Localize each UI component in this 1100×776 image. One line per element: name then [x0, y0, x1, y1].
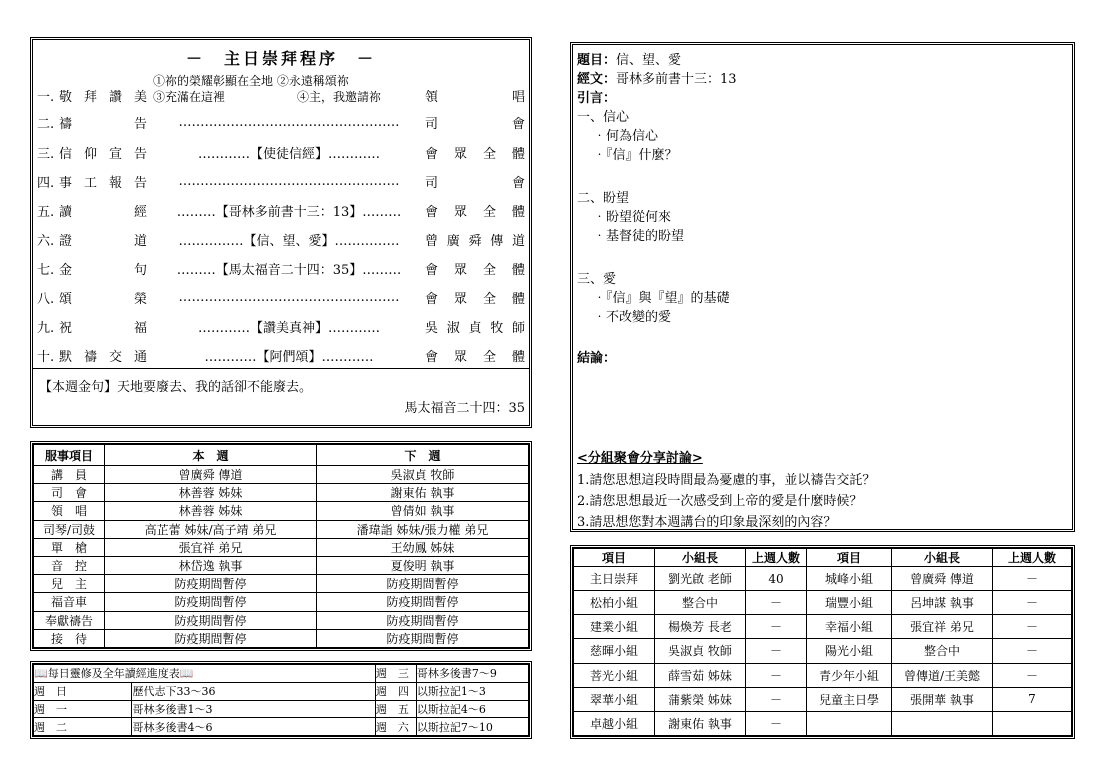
table-cell: 司琴/司鼓: [34, 520, 105, 538]
table-cell: 防疫期間暫停: [317, 611, 529, 629]
point-sub: ‧不改變的愛: [593, 310, 672, 325]
item-number: 六.: [37, 233, 55, 249]
table-cell: 林善蓉 姊妹: [105, 484, 317, 502]
item-name: 敬拜讚美: [59, 89, 147, 105]
item-person: 吳淑貞牧師: [425, 320, 525, 336]
table-cell: 張宜祥 弟兄: [892, 615, 993, 639]
table-cell: 王幼鳳 姊妹: [317, 538, 529, 556]
item-name: 金句: [59, 262, 147, 278]
sermon-scripture: 經文：哥林多前書十三：13: [577, 72, 737, 87]
table-cell: 吳淑貞 牧師: [317, 466, 529, 484]
table-cell: 兒童主日學: [807, 687, 892, 711]
table-cell: [892, 711, 993, 735]
table-cell: 陽光小組: [807, 639, 892, 663]
item-number: 九.: [37, 320, 55, 336]
table-row: [34, 700, 529, 718]
service-item: [37, 316, 525, 336]
table-cell: 呂坤謀 執事: [892, 591, 993, 615]
table-cell: 音 控: [34, 556, 105, 574]
item-person: 會眾全體: [425, 204, 525, 220]
table-row: [34, 718, 529, 736]
table-cell: 建業小組: [574, 615, 655, 639]
point-heading: 三、愛: [577, 272, 617, 287]
col-header: 小組長: [655, 549, 746, 567]
table-cell: 曾倩如 執事: [317, 502, 529, 520]
table-row: [574, 615, 1072, 639]
item-number: 二.: [37, 116, 55, 132]
table-cell: －: [746, 591, 807, 615]
table-cell: 林岱逸 執事: [105, 556, 317, 574]
discussion-question: 1.請您思想這段時間最為憂慮的事，並以禱告交託？: [577, 473, 876, 488]
ministry-schedule: [30, 441, 532, 651]
table-cell: 幸福小組: [807, 615, 892, 639]
reading-day: 週 六: [375, 718, 416, 736]
table-row: [34, 629, 529, 647]
table-cell: 楊煥芳 長老: [655, 615, 746, 639]
table-row: [574, 663, 1072, 687]
sermon-outline: [570, 42, 1075, 532]
table-cell: －: [746, 711, 807, 735]
col-header: 項目: [574, 549, 655, 567]
weekly-verse-ref: 馬太福音二十四：35: [404, 401, 525, 416]
weekly-verse: 【本週金句】天地要廢去、我的話卻不能廢去。: [39, 380, 313, 395]
table-row: [574, 687, 1072, 711]
table-cell: 防疫期間暫停: [317, 593, 529, 611]
table-cell: 領 唱: [34, 502, 105, 520]
table-cell: 防疫期間暫停: [317, 629, 529, 647]
item-name: 禱告: [59, 116, 147, 132]
col-header: 服事項目: [34, 445, 105, 466]
item-detail: ……………………………………………: [178, 173, 400, 189]
item-name: 讀經: [59, 204, 147, 220]
item-detail: ……………………………………………: [178, 114, 400, 130]
item-number: 七.: [37, 262, 55, 278]
item-person: 會眾全體: [425, 262, 525, 278]
table-cell: 講 員: [34, 466, 105, 484]
table-cell: 曾廣舜 傳道: [105, 466, 317, 484]
item-detail: …………【讚美真神】…………: [197, 320, 380, 336]
item-name: 事工報告: [59, 175, 147, 191]
order-of-service: [30, 37, 532, 428]
item-detail: ………【哥林多前書十三：13】………: [176, 204, 402, 220]
table-row: [34, 502, 529, 520]
table-cell: 曾傳道/王美懿: [892, 663, 993, 687]
col-header: 項目: [807, 549, 892, 567]
book-icon: 📖: [34, 667, 48, 681]
reading-passage: 以斯拉記1～3: [416, 682, 528, 700]
reading-schedule: [30, 661, 532, 739]
table-cell: 蒲紫榮 姊妹: [655, 687, 746, 711]
table-cell: 接 待: [34, 629, 105, 647]
table-row: [34, 611, 529, 629]
service-item: [37, 142, 525, 162]
service-title: － 主日崇拜程序 －: [185, 49, 376, 68]
table-cell: 單 槍: [34, 538, 105, 556]
table-row: [34, 575, 529, 593]
table-row: [34, 466, 529, 484]
item-number: 三.: [37, 146, 55, 162]
item-name: 信仰宣告: [59, 146, 147, 162]
item-number: 十.: [37, 349, 55, 365]
table-cell: 林善蓉 姊妹: [105, 502, 317, 520]
table-cell: 吳淑貞 牧師: [655, 639, 746, 663]
reading-passage: 哥林多後書7～9: [416, 665, 528, 683]
item-detail: ……………………………………………: [178, 289, 400, 305]
reading-passage: 哥林多後書4～6: [132, 718, 375, 736]
table-row: [34, 556, 529, 574]
table-row: [34, 484, 529, 502]
divider: [33, 368, 529, 369]
item-detail: ………【馬太福音二十四：35】………: [176, 262, 402, 278]
item-person: 司 會: [425, 175, 525, 191]
item-person: 會眾全體: [425, 291, 525, 307]
sermon-title: 題目：信、望、愛: [577, 53, 682, 68]
table-cell: 卓越小組: [574, 711, 655, 735]
table-cell: [807, 711, 892, 735]
item-number: 五.: [37, 204, 55, 220]
table-cell: －: [993, 639, 1072, 663]
table-row: [34, 538, 529, 556]
table-cell: 主日崇拜: [574, 567, 655, 591]
service-item: [37, 229, 525, 249]
item-person: 曾廣舜傳道: [425, 233, 525, 249]
table-row: [574, 567, 1072, 591]
table-cell: 7: [993, 687, 1072, 711]
table-cell: －: [746, 615, 807, 639]
item-person: 會眾全體: [425, 349, 525, 365]
small-groups-table: [570, 545, 1075, 739]
table-cell: 城峰小組: [807, 567, 892, 591]
table-cell: 防疫期間暫停: [105, 629, 317, 647]
item-person: 司 會: [425, 116, 525, 132]
point-sub: ‧基督徒的盼望: [593, 229, 685, 244]
reading-day: 週 二: [34, 718, 132, 736]
table-cell: 福音車: [34, 593, 105, 611]
hymn-line: ③充滿在這裡 ④主，我邀請祢: [153, 90, 382, 104]
service-item: [37, 345, 525, 365]
col-header: 本 週: [105, 445, 317, 466]
table-cell: 兒 主: [34, 575, 105, 593]
item-number: 一.: [37, 89, 55, 105]
table-cell: 翠華小組: [574, 687, 655, 711]
table-cell: 慈暉小組: [574, 639, 655, 663]
item-name: 祝福: [59, 320, 147, 336]
item-detail: …………【阿們頌】…………: [204, 349, 374, 365]
item-person: 會眾全體: [425, 146, 525, 162]
point-sub: ‧『信』什麼？: [593, 148, 678, 163]
service-item: [37, 171, 525, 191]
table-row: [34, 520, 529, 538]
service-item: [37, 200, 525, 220]
table-row: [574, 711, 1072, 735]
discussion-question: 3.請思想您對本週講台的印象最深刻的內容？: [577, 515, 837, 530]
item-number: 四.: [37, 175, 55, 191]
table-cell: 青少年小組: [807, 663, 892, 687]
table-cell: 張開華 執事: [892, 687, 993, 711]
service-item: [37, 287, 525, 307]
table-cell: [993, 711, 1072, 735]
table-cell: 松柏小組: [574, 591, 655, 615]
item-number: 八.: [37, 291, 55, 307]
table-cell: 高芷蕾 姊妹/高子靖 弟兄: [105, 520, 317, 538]
table-row: [574, 591, 1072, 615]
table-cell: 曾廣舜 傳道: [892, 567, 993, 591]
table-cell: 防疫期間暫停: [317, 575, 529, 593]
table-cell: 張宜祥 弟兄: [105, 538, 317, 556]
sermon-intro: 引言：: [577, 91, 617, 106]
item-detail: ……………【信、望、愛】……………: [178, 233, 400, 249]
col-header: 上週人數: [746, 549, 807, 567]
table-cell: 整合中: [655, 591, 746, 615]
table-cell: －: [746, 687, 807, 711]
table-row: [34, 593, 529, 611]
reading-passage: 以斯拉記4～6: [416, 700, 528, 718]
table-cell: 整合中: [892, 639, 993, 663]
col-header: 上週人數: [993, 549, 1072, 567]
table-row: [34, 682, 529, 700]
service-item: [37, 112, 525, 132]
reading-title: 📖每日靈修及全年讀經進度表📖: [34, 665, 376, 683]
table-cell: 潘瑋詣 姊妹/張力權 弟兄: [317, 520, 529, 538]
reading-day: 週 三: [375, 665, 416, 683]
table-cell: 防疫期間暫停: [105, 593, 317, 611]
item-person: 領 唱: [425, 89, 525, 105]
hymn-line: ①祢的榮耀彰顯在全地 ②永遠稱頌祢: [153, 74, 349, 88]
table-cell: 夏俊明 執事: [317, 556, 529, 574]
col-header: 下 週: [317, 445, 529, 466]
table-cell: 謝東佑 執事: [317, 484, 529, 502]
reading-passage: 以斯拉記7～10: [416, 718, 528, 736]
table-cell: 40: [746, 567, 807, 591]
table-cell: －: [993, 567, 1072, 591]
reading-passage: 哥林多後書1～3: [132, 700, 375, 718]
table-cell: 劉光啟 老師: [655, 567, 746, 591]
table-cell: 謝東佑 執事: [655, 711, 746, 735]
reading-day: 週 日: [34, 682, 132, 700]
reading-day: 週 五: [375, 700, 416, 718]
discussion-question: 2.請您思想最近一次感受到上帝的愛是什麼時候？: [577, 494, 863, 509]
table-cell: 司 會: [34, 484, 105, 502]
point-sub: ‧何為信心: [593, 129, 659, 144]
table-cell: 奉獻禱告: [34, 611, 105, 629]
table-cell: 防疫期間暫停: [105, 575, 317, 593]
point-sub: ‧盼望從何來: [593, 210, 672, 225]
discussion-title: <分組聚會分享討論>: [577, 451, 703, 466]
item-detail: …………【使徒信經】…………: [197, 146, 380, 162]
table-cell: 瑞豐小組: [807, 591, 892, 615]
reading-passage: 歷代志下33～36: [132, 682, 375, 700]
reading-day: 週 一: [34, 700, 132, 718]
table-cell: －: [993, 663, 1072, 687]
sermon-conclusion: 結論：: [577, 351, 617, 366]
reading-day: 週 四: [375, 682, 416, 700]
point-heading: 一、信心: [577, 110, 630, 125]
table-cell: －: [993, 591, 1072, 615]
item-name: 默禱交通: [59, 349, 147, 365]
point-sub: ‧『信』與『望』的基礎: [593, 291, 730, 306]
point-heading: 二、盼望: [577, 191, 630, 206]
table-cell: 薛雪茹 姊妹: [655, 663, 746, 687]
table-cell: －: [993, 615, 1072, 639]
table-cell: 防疫期間暫停: [105, 611, 317, 629]
col-header: 小組長: [892, 549, 993, 567]
table-cell: 菩光小組: [574, 663, 655, 687]
service-item: [37, 258, 525, 278]
table-row: [574, 639, 1072, 663]
item-name: 證道: [59, 233, 147, 249]
table-cell: －: [746, 663, 807, 687]
table-cell: －: [746, 639, 807, 663]
book-icon: 📖: [179, 667, 194, 681]
item-name: 頌榮: [59, 291, 147, 307]
service-item: [37, 85, 525, 105]
